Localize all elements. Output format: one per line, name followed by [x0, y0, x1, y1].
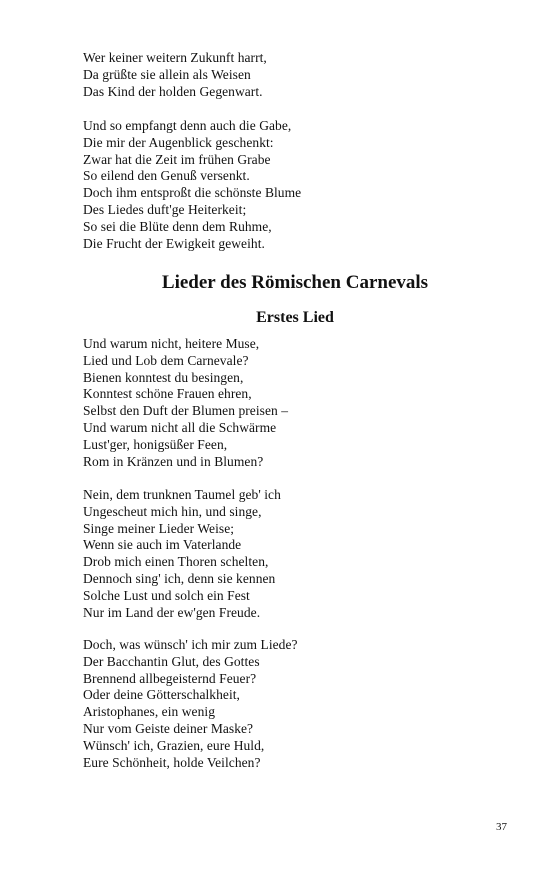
verse-line: So eilend den Genuß versenkt. [83, 168, 250, 184]
verse-line: Rom in Kränzen und in Blumen? [83, 453, 264, 469]
verse-line: Brennend allbegeisternd Feuer? [83, 670, 257, 686]
verse-line: Wer keiner weitern Zukunft harrt, [83, 50, 267, 65]
verse-line: Solche Lust und solch ein Fest [83, 587, 250, 603]
verse-line: Und warum nicht all die Schwärme [83, 419, 277, 435]
verse-line: Nur vom Geiste deiner Maske? [83, 720, 254, 736]
verse-line: Des Liedes duft'ge Heiterkeit; [83, 201, 247, 217]
verse-line: Aristophanes, ein wenig [83, 704, 215, 720]
stanza-1 [83, 50, 483, 100]
verse-line: Zwar hat die Zeit im frühen Grabe [83, 151, 271, 167]
verse-line: Drob mich einen Thoren schelten, [83, 554, 269, 570]
stanza-4 [83, 487, 483, 621]
verse-line: Dennoch sing' ich, denn sie kennen [83, 570, 276, 586]
verse-line: Nur im Land der ew'gen Freude. [83, 604, 261, 620]
poem-title: Erstes Lied [256, 309, 334, 326]
verse-line: Lust'ger, honigsüßer Feen, [83, 436, 228, 452]
verse-line: Doch ihm entsproßt die schönste Blume [83, 185, 302, 201]
verse-line: Und so empfangt denn auch die Gabe, [83, 118, 292, 133]
verse-line: Konntest schöne Frauen ehren, [83, 386, 252, 402]
verse-line: Singe meiner Lieder Weise; [83, 520, 235, 536]
verse-line: Wenn sie auch im Vaterlande [83, 537, 242, 553]
verse-line: Bienen konntest du besingen, [83, 369, 244, 385]
section-title: Lieder des Römischen Carnevals [161, 272, 429, 293]
verse-line: So sei die Blüte denn dem Ruhme, [83, 218, 272, 234]
verse-line: Wünsch' ich, Grazien, eure Huld, [83, 737, 265, 753]
verse-line: Und warum nicht, heitere Muse, [83, 336, 260, 351]
verse-line: Oder deine Götterschalkheit, [83, 687, 240, 703]
verse-line: Nein, dem trunknen Taumel geb' ich [83, 487, 281, 502]
verse-line: Selbst den Duft der Blumen preisen – [83, 403, 289, 419]
verse-line: Ungescheut mich hin, und singe, [83, 503, 262, 519]
page-number: 37 [496, 821, 507, 833]
verse-line: Die mir der Augenblick geschenkt: [83, 134, 274, 150]
verse-line: Lied und Lob dem Carnevale? [83, 352, 249, 368]
stanza-2 [83, 118, 483, 252]
verse-line: Eure Schönheit, holde Veilchen? [83, 754, 261, 770]
verse-line: Der Bacchantin Glut, des Gottes [83, 653, 260, 669]
verse-line: Die Frucht der Ewigkeit geweiht. [83, 235, 265, 251]
verse-line: Doch, was wünsch' ich mir zum Liede? [83, 637, 298, 652]
verse-line: Da grüßte sie allein als Weisen [83, 66, 251, 82]
stanza-3 [83, 336, 483, 470]
verse-line: Das Kind der holden Gegenwart. [83, 83, 263, 99]
stanza-5 [83, 637, 483, 771]
